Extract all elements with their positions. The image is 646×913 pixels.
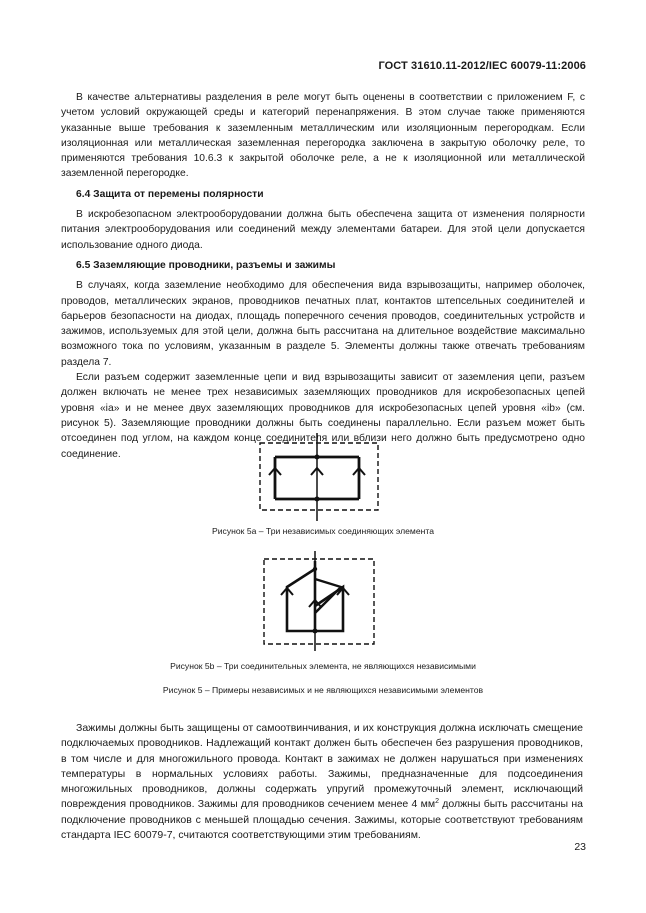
page-number: 23: [574, 841, 586, 853]
section-6-4-heading: 6.4 Защита от перемены полярности: [76, 188, 264, 200]
figure-5b-diagram: [263, 551, 375, 651]
section-6-5-paragraph-2: Если разъем содержит заземленные цепи и вид взрывозащиты зависит от заземления цепи, разъем должен включать не менее трех независимых заземляющих проводников для искробезопасных цепей уровня «ia» и не менее двух заземляющих проводников для искробезопасных цепей уровня «ib» (см. рисунок 5). Заземляющие проводники должны быть соединены параллельно. Если разъем может быть отсоединен под углом, на каждом конце соединителя или вблизи него должно быть предусмотрено одно соединение.: [61, 372, 585, 460]
main-text-bottom: [61, 721, 583, 843]
figure-5a-caption: Рисунок 5а – Три независимых соединяющих элемента: [212, 526, 434, 536]
main-text-top: [61, 90, 585, 462]
intro-paragraph: В качестве альтернативы разделения в реле могут быть оценены в соответствии с приложением F, с учетом условий окружающей среды и категорий перенапряжения. В этом случае также применяются указанные выше требования к заземленным металлическим или изоляционным перегородкам. Если изоляционная или металлическая заземленная перегородка заключена в закрытую оболочку реле, то применяются требования 10.6.3 к закрытой оболочке реле, а не к изоляционной или металлической заземленной перегородке.: [61, 92, 585, 180]
junction-bottom-b: [313, 629, 318, 634]
page-header: ГОСТ 31610.11-2012/IEC 60079-11:2006: [378, 60, 586, 72]
terminals-text-part-1: Зажимы должны быть защищены от самоотвинчивания, и их конструкция должна исключать смещение подключаемых проводников. Надлежащий контакт должен быть обеспечен без разрушения проводников, в том числе и для многожильного провода. Контакт в зажимах не должен нарушаться при изменениях температуры в нормальных условиях работы. Зажимы, предназначенные для подсоединения многожильных проводников, должны содержать упругий промежуточный элемент, исключающий повреждения проводников. Зажимы для проводников сечением менее 4 мм: [61, 722, 583, 811]
figure-5b-caption: Рисунок 5b – Три соединительных элемента, не являющихся независимыми: [170, 661, 476, 671]
section-6-5-heading: 6.5 Заземляющие проводники, разъемы и зажимы: [76, 259, 336, 271]
terminals-text-part-2: должны быть рассчитаны на подключение проводников с меньшей площадью сечения. Зажимы, которые соответствуют требованиям стандарта IEC 60079-7, считаются соответствующими этим требованиям.: [61, 798, 583, 842]
superscript-2: 2: [435, 798, 439, 806]
figure-5-caption: Рисунок 5 – Примеры независимых и не являющихся независимыми элементов: [162, 685, 484, 695]
figure-5a-diagram: [259, 433, 379, 521]
section-6-5-paragraph-1: В случаях, когда заземление необходимо для обеспечения вида взрывозащиты, например оболочек, проводов, металлических экранов, проводников печатных плат, контактов штепсельных соединителей и барьеров безопасности на диодах, площадь поперечного сечения проводов, соединительных устройств и зажимов, используемых для этой цели, должна быть рассчитана на длительное воздействие максимально возможного тока по условиям, указанным в разделе 5. Элементы должны также отвечать требованиям раздела 7.: [61, 280, 585, 368]
junction-top: [315, 455, 320, 460]
junction-top-b: [313, 567, 317, 571]
section-6-4-paragraph: В искробезопасном электрооборудовании должна быть обеспечена защита от изменения полярности питания электрооборудования или соединений между элементами батареи. Для этой цели допускается использование одного диода.: [61, 209, 585, 251]
terminals-paragraph: [61, 721, 583, 843]
junction-bottom: [315, 497, 320, 502]
